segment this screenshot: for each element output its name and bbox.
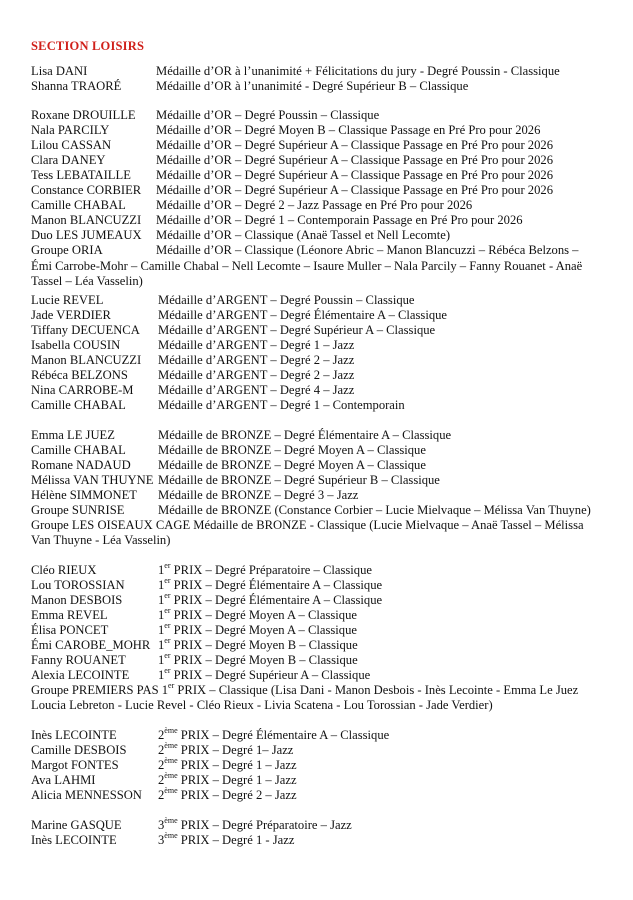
dancer-name: Alexia LECOINTE (31, 668, 130, 683)
dancer-name: Jade VERDIER (31, 308, 111, 323)
award-text (158, 725, 390, 743)
award-text (158, 815, 352, 833)
dancer-name: Marine GASQUE (31, 818, 122, 832)
continuation-text: Van Thuyne - Léa Vasselin) (31, 533, 171, 548)
prize-text: PRIX – Degré Moyen A – Classique (170, 608, 357, 623)
prize-text: PRIX – Degré 1 - Jazz (177, 833, 295, 848)
rank-suffix: er (164, 651, 171, 661)
result-line (31, 138, 627, 153)
award-text: Médaille d’ARGENT – Degré 4 – Jazz (158, 383, 355, 398)
prize-text: PRIX – Degré Préparatoire – Jazz (177, 818, 352, 832)
rank-number: 1 (158, 578, 165, 593)
result-line (31, 368, 627, 383)
result-line (31, 168, 627, 183)
result-line (31, 338, 627, 353)
result-line (31, 725, 627, 743)
result-line (31, 788, 627, 803)
rank-number: 2 (158, 773, 165, 788)
dancer-name: Nala PARCILY (31, 123, 110, 138)
result-line (31, 488, 627, 503)
result-line (31, 183, 627, 198)
award-text (158, 605, 357, 623)
result-line (31, 398, 627, 413)
result-line (31, 274, 627, 289)
award-text (158, 788, 297, 803)
award-text: Médaille de BRONZE – Degré Supérieur B – Classique (158, 473, 440, 488)
rank-number: 2 (158, 743, 165, 758)
result-line (31, 123, 627, 138)
result-line (31, 668, 627, 683)
result-line (31, 623, 627, 638)
continuation-text: Tassel – Léa Vasselin) (31, 273, 143, 288)
dancer-name: Margot FONTES (31, 758, 119, 773)
result-line (31, 698, 627, 713)
rank-number: 3 (158, 818, 165, 832)
result-line (31, 353, 627, 368)
section-title: SECTION LOISIRS (31, 39, 145, 53)
result-line (31, 64, 627, 79)
dancer-name: Romane NADAUD (31, 458, 131, 473)
prize-text: PRIX – Degré Moyen B – Classique (170, 653, 358, 668)
dancer-name: Camille DESBOIS (31, 743, 127, 758)
result-line (31, 213, 627, 228)
prize-text: PRIX – Degré 1 – Jazz (177, 773, 297, 788)
group-name: Groupe PREMIERS PAS 1 (31, 683, 169, 698)
award-text: Médaille d’OR à l’unanimité - Degré Supérieur B – Classique (156, 79, 469, 94)
dancer-name: Lou TOROSSIAN (31, 578, 125, 593)
dancer-name: Fanny ROUANET (31, 653, 126, 668)
award-text (158, 560, 372, 578)
result-line (31, 458, 627, 473)
result-line (31, 770, 627, 788)
rank-number: 1 (158, 623, 165, 638)
award-text (158, 740, 294, 758)
dancer-name: Émi CAROBE_MOHR (31, 638, 151, 653)
award-text: Médaille d’ARGENT – Degré Supérieur A – Classique (158, 323, 436, 338)
result-line (31, 443, 627, 458)
prize-text: PRIX – Degré Moyen A – Classique (170, 623, 357, 638)
award-text (158, 653, 358, 668)
rank-suffix: er (164, 560, 171, 570)
rank-suffix: er (164, 621, 171, 630)
dancer-name: Manon BLANCUZZI (31, 213, 142, 228)
dancer-name: Groupe ORIA (31, 243, 103, 258)
award-text: Médaille d’ARGENT – Degré 2 – Jazz (158, 353, 355, 368)
rank-number: 1 (158, 638, 165, 653)
rank-suffix: er (164, 590, 171, 600)
result-line (31, 243, 627, 258)
group-award-text (31, 683, 578, 698)
result-line (31, 575, 627, 593)
dancer-name: Rébéca BELZONS (31, 368, 128, 383)
rank-number: 2 (158, 728, 165, 742)
dancer-name: Emma REVEL (31, 608, 108, 623)
award-text: Médaille d’OR – Degré 1 – Contemporain Passage en Pré Pro pour 2026 (156, 213, 523, 228)
result-line (31, 830, 627, 848)
award-text: Médaille d’OR – Degré 2 – Jazz Passage en Pré Pro pour 2026 (156, 198, 473, 213)
dancer-name: Groupe SUNRISE (31, 503, 125, 518)
prize-text: PRIX – Degré Préparatoire – Classique (170, 563, 372, 577)
dancer-name: Cléo RIEUX (31, 563, 97, 577)
award-text: Médaille d’OR – Degré Supérieur A – Classique Passage en Pré Pro pour 2026 (156, 153, 553, 168)
award-text: Médaille d’ARGENT – Degré Élémentaire A – Classique (158, 308, 448, 323)
result-line (31, 79, 627, 94)
dancer-name: Roxane DROUILLE (31, 108, 136, 122)
dancer-name: Élisa PONCET (31, 623, 109, 638)
result-line (31, 755, 627, 773)
award-text: Médaille d’OR à l’unanimité + Félicitations du jury - Degré Poussin - Classique (156, 64, 560, 78)
result-line (31, 740, 627, 758)
rank-suffix: ème (164, 815, 178, 825)
award-text (158, 770, 297, 788)
award-text: Médaille d’OR – Degré Supérieur A – Classique Passage en Pré Pro pour 2026 (156, 183, 553, 198)
award-text (158, 590, 383, 608)
award-text: Médaille d’OR – Classique (Anaë Tassel et Nell Lecomte) (156, 228, 451, 243)
rank-number: 1 (158, 608, 165, 623)
result-line (31, 308, 627, 323)
prize-text: PRIX – Degré Supérieur A – Classique (170, 668, 371, 683)
result-line (31, 605, 627, 623)
dancer-name: Manon DESBOIS (31, 593, 123, 608)
prize-text: PRIX – Degré Élémentaire A – Classique (170, 578, 383, 593)
dancer-name: Isabella COUSIN (31, 338, 121, 353)
dancer-name: Camille CHABAL (31, 198, 126, 213)
prize-text: PRIX – Degré Moyen B – Classique (170, 638, 358, 653)
rank-suffix: er (164, 666, 171, 676)
award-text: Médaille d’OR – Classique (Léonore Abric – Manon Blancuzzi – Rébéca Belzons – (156, 243, 579, 258)
award-text: Médaille d’ARGENT – Degré 2 – Jazz (158, 368, 355, 383)
result-line (31, 590, 627, 608)
result-line (31, 383, 627, 398)
award-text: Médaille d’OR – Degré Supérieur A – Classique Passage en Pré Pro pour 2026 (156, 168, 553, 183)
dancer-name: Tess LEBATAILLE (31, 168, 131, 183)
dancer-name: Nina CARROBE-M (31, 383, 134, 398)
award-text: Médaille de BRONZE – Degré Moyen A – Classique (158, 458, 426, 473)
prize-text: PRIX – Degré Élémentaire A – Classique (170, 593, 383, 608)
result-line (31, 560, 627, 578)
award-text (158, 638, 358, 653)
result-line (31, 293, 627, 308)
award-text: Médaille d’OR – Degré Moyen B – Classique Passage en Pré Pro pour 2026 (156, 123, 541, 138)
rank-suffix: ème (164, 786, 178, 795)
dancer-name: Clara DANEY (31, 153, 106, 168)
rank-suffix: er (164, 605, 171, 615)
rank-suffix: er (164, 575, 171, 585)
award-text: Médaille d’ARGENT – Degré 1 – Contemporain (158, 398, 405, 413)
rank-suffix: er (168, 681, 175, 691)
result-line (31, 503, 627, 518)
dancer-name: Lisa DANI (31, 64, 88, 78)
prize-text: PRIX – Degré 2 – Jazz (177, 788, 297, 803)
result-line (31, 653, 627, 668)
rank-suffix: ème (164, 830, 178, 840)
dancer-name: Lucie REVEL (31, 293, 104, 307)
result-line (31, 683, 627, 698)
dancer-name: Hélène SIMMONET (31, 488, 137, 503)
dancer-name: Manon BLANCUZZI (31, 353, 142, 368)
result-line (31, 228, 627, 243)
dancer-name: Inès LECOINTE (31, 728, 117, 742)
dancer-name: Emma LE JUEZ (31, 428, 115, 442)
award-text: Médaille de BRONZE (Constance Corbier – Lucie Mielvaque – Mélissa Van Thuyne) (158, 503, 591, 518)
award-text: Médaille de BRONZE – Degré 3 – Jazz (158, 488, 359, 503)
dancer-name: Constance CORBIER (31, 183, 142, 198)
award-text (158, 830, 295, 848)
award-text: Médaille d’OR – Degré Supérieur A – Classique Passage en Pré Pro pour 2026 (156, 138, 553, 153)
dancer-name: Mélissa VAN THUYNE (31, 473, 154, 488)
result-line (31, 815, 627, 833)
dancer-name: Alicia MENNESSON (31, 788, 142, 803)
award-text: Médaille de BRONZE – Degré Élémentaire A – Classique (158, 428, 452, 442)
dancer-name: Tiffany DECUENCA (31, 323, 140, 338)
prize-text: PRIX – Degré 1 – Jazz (177, 758, 297, 773)
rank-suffix: ème (164, 770, 178, 780)
award-text: Médaille d’ARGENT – Degré Poussin – Classique (158, 293, 415, 307)
prize-text: PRIX – Degré 1– Jazz (177, 743, 294, 758)
dancer-name: Ava LAHMI (31, 773, 96, 788)
result-line (31, 153, 627, 168)
result-line (31, 323, 627, 338)
award-text: Médaille d’OR – Degré Poussin – Classique (156, 108, 380, 122)
award-text: Médaille de BRONZE – Degré Moyen A – Classique (158, 443, 426, 458)
rank-number: 1 (158, 653, 165, 668)
award-text (158, 575, 383, 593)
result-line (31, 473, 627, 488)
rank-number: 2 (158, 758, 165, 773)
rank-number: 1 (158, 593, 165, 608)
dancer-name: Camille CHABAL (31, 443, 126, 458)
rank-suffix: er (164, 636, 171, 646)
award-text (158, 755, 297, 773)
award-text (158, 668, 370, 683)
continuation-text: Émi Carrobe-Mohr – Camille Chabal – Nell Lecomte – Isaure Muller – Nala Parcily – Fanny Rouanet - Anaë (31, 258, 583, 273)
award-text: PRIX – Classique (Lisa Dani - Manon Desbois - Inès Lecointe - Emma Le Juez (174, 683, 579, 698)
result-line (31, 518, 627, 533)
dancer-name: Camille CHABAL (31, 398, 126, 413)
dancer-name: Lilou CASSAN (31, 138, 112, 153)
result-line (31, 198, 627, 213)
rank-number: 1 (158, 668, 165, 683)
award-text: Médaille d’ARGENT – Degré 1 – Jazz (158, 338, 355, 353)
result-line (31, 638, 627, 653)
continuation-text: Loucia Lebreton - Lucie Revel - Cléo Rieux - Livia Scatena - Lou Torossian - Jade Verdier) (31, 698, 493, 713)
rank-number: 1 (158, 563, 165, 577)
result-line (31, 259, 627, 274)
dancer-name: Duo LES JUMEAUX (31, 228, 142, 243)
continuation-text: Groupe LES OISEAUX CAGE Médaille de BRONZE - Classique (Lucie Mielvaque – Anaë Tassel – Mélissa (31, 518, 584, 533)
rank-suffix: ème (164, 755, 178, 765)
result-line (31, 428, 627, 443)
rank-suffix: ème (164, 740, 178, 750)
prize-text: PRIX – Degré Élémentaire A – Classique (177, 728, 390, 742)
result-line (31, 533, 627, 548)
result-line (31, 108, 627, 123)
rank-suffix: ème (164, 725, 178, 735)
rank-number: 3 (158, 833, 165, 848)
dancer-name: Shanna TRAORÉ (31, 79, 122, 94)
award-text (158, 623, 357, 638)
rank-number: 2 (158, 788, 165, 803)
dancer-name: Inès LECOINTE (31, 833, 117, 848)
